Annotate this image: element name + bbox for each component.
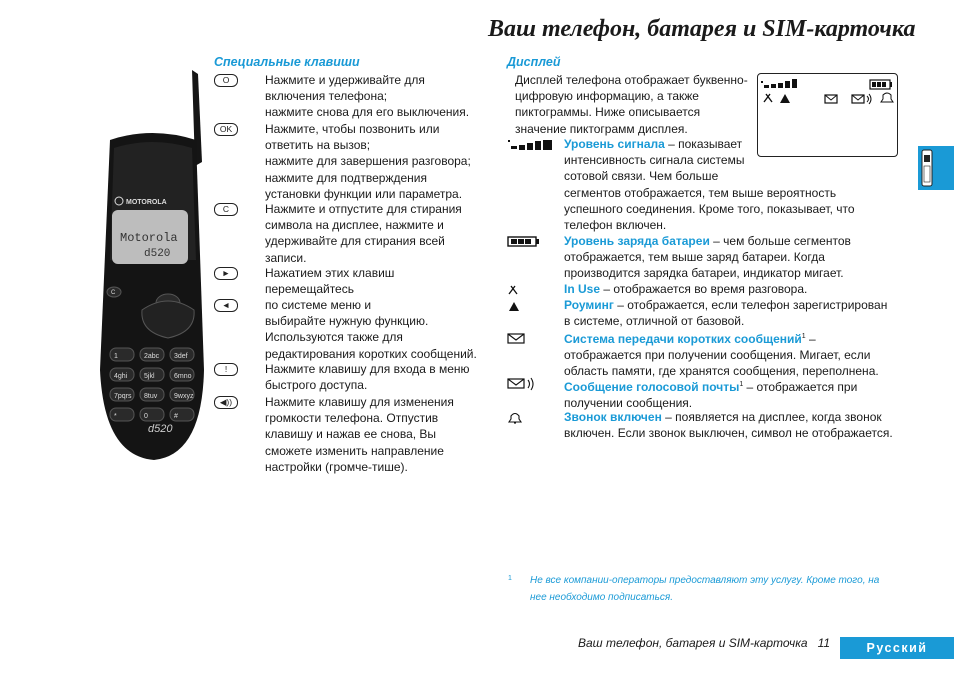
footnote [530, 572, 890, 606]
volume-key-icon: ◀)) [214, 396, 238, 409]
item-line: отображается, тем выше заряд батареи. Когда [564, 250, 825, 265]
intro-line: значение пиктограмм дисплея. [515, 121, 688, 136]
display-intro [515, 72, 755, 137]
key-description [265, 394, 490, 475]
intro-line: Дисплей телефона отображает буквенно- [515, 73, 748, 87]
key-desc-line: Нажмите и отпустите для стирания [265, 202, 462, 216]
in-use-item [564, 281, 894, 297]
item-line: отображается при получении сообщения. Мигает, если [564, 348, 871, 363]
display-heading: Дисплей [507, 55, 561, 69]
intro-line: пиктограммы. Ниже описывается [515, 105, 701, 120]
item-line: сегментов отображается, тем выше вероятность [564, 185, 837, 200]
key-desc-line: символа на дисплее, нажмите и [265, 218, 444, 233]
phone-tab-icon [918, 146, 954, 190]
item-line: сотовой связи. Чем больше [564, 169, 719, 184]
phone-keypad-label: 8tuv [144, 393, 158, 400]
footnote-ref: 1 [801, 333, 806, 340]
item-line: телефон включен. [564, 218, 667, 233]
item-text: – показывает [664, 137, 743, 151]
key-description [265, 361, 490, 393]
item-line: интенсивность сигнала системы [564, 153, 745, 168]
key-desc-line: выбирайте нужную функцию. [265, 314, 429, 329]
item-term: Система передачи коротких сообщений [564, 332, 802, 346]
footnote-line: Не все компании-операторы предоставляют эту услугу. Кроме того, на [530, 575, 880, 586]
item-text: – отображается, если телефон зарегистрирован [613, 298, 888, 312]
phone-keypad-label: 2abc [144, 353, 160, 360]
item-line: область памяти, где хранятся сообщения, переполнена. [564, 364, 879, 379]
phone-brand: MOTOROLA [126, 199, 167, 206]
voicemail-item [564, 377, 894, 411]
section-tab [918, 146, 954, 190]
page-title: Ваш телефон, батарея и SIM-карточка [488, 16, 916, 42]
key-desc-line: удерживайте для стирания всей [265, 234, 445, 249]
phone-keypad-label: * [114, 413, 117, 420]
roaming-item [564, 297, 894, 329]
key-desc-line: Нажмите клавишу для изменения [265, 395, 454, 409]
phone-keypad-label: 9wxyz [174, 393, 194, 400]
key-description [265, 72, 490, 121]
item-text: – [805, 332, 816, 346]
key-desc-line: нажмите для завершения разговора; [265, 154, 471, 169]
right-key-icon: ► [214, 267, 238, 280]
signal-item [564, 136, 894, 233]
key-desc-line: настройки (громче-тише). [265, 459, 408, 474]
quick-access-key-icon: ! [214, 363, 238, 376]
key-description [265, 121, 490, 202]
in-use-icon [507, 284, 521, 296]
key-desc-line: перемещайтесь [265, 282, 354, 297]
phone-keypad-label: 7pqrs [114, 393, 132, 400]
key-desc-line: записи. [265, 250, 307, 265]
phone-keypad-label: 5jkl [144, 373, 155, 380]
phone-keypad-label: 0 [144, 413, 148, 420]
key-desc-line: нажмите для подтверждения [265, 170, 428, 185]
key-description [265, 201, 490, 266]
key-description [265, 297, 490, 362]
phone-keypad-label: 1 [114, 353, 118, 360]
item-text: – отображается при [743, 380, 858, 394]
phone-model-label: d520 [148, 423, 173, 435]
voicemail-icon [507, 377, 541, 391]
ringer-bell-icon [507, 411, 523, 425]
item-term: Роуминг [564, 298, 614, 312]
item-line: успешного соединения. Кроме того, показывает, что [564, 201, 855, 216]
power-key-icon: O [214, 74, 238, 87]
sms-item [564, 329, 894, 380]
phone-illustration [92, 70, 214, 465]
item-term: Сообщение голосовой почты [564, 380, 740, 394]
ringer-item [564, 409, 894, 441]
footnote-line: нее необходимо подписаться. [530, 592, 673, 603]
item-line: в системе, отличной от базовой. [564, 314, 745, 329]
phone-keypad-label: 3def [174, 353, 188, 360]
page-number: 11 [817, 636, 831, 650]
item-text: – отображается во время разговора. [600, 282, 808, 296]
special-keys-heading: Специальные клавиши [214, 55, 360, 69]
item-term: Звонок включен [564, 410, 662, 424]
item-line: получении сообщения. [564, 396, 693, 411]
phone-keypad-label: # [174, 413, 178, 420]
item-text: – появляется на дисплее, когда звонок [661, 410, 882, 424]
key-desc-line: клавишу и нажав ее снова, Вы [265, 427, 437, 442]
key-desc-line: включения телефона; [265, 89, 388, 104]
left-key-icon: ◄ [214, 299, 238, 312]
footnote-ref: 1 [739, 381, 744, 388]
key-desc-line: Нажмите клавишу для входа в меню [265, 362, 470, 376]
item-term: In Use [564, 282, 601, 296]
item-term: Уровень заряда батареи [564, 234, 710, 248]
item-line: производится зарядка батареи, индикатор мигает. [564, 266, 844, 281]
phone-keypad-label: 4ghi [114, 373, 128, 380]
key-desc-line: громкости телефона. Отпустив [265, 411, 439, 426]
clear-key-icon: C [214, 203, 238, 216]
footer-chapter: Ваш телефон, батарея и SIM-карточка [578, 636, 808, 650]
roaming-icon [507, 300, 521, 312]
key-description [265, 265, 490, 297]
battery-level-icon [507, 236, 541, 248]
key-desc-line: по системе меню и [265, 298, 372, 312]
key-desc-line: ответить на вызов; [265, 138, 371, 153]
key-desc-line: нажмите снова для его выключения. [265, 105, 470, 120]
phone-c-label: C [111, 290, 116, 296]
key-desc-line: Нажмите и удерживайте для [265, 73, 425, 87]
key-desc-line: Нажмите, чтобы позвонить или [265, 122, 440, 136]
intro-line: цифровую информацию, а также [515, 89, 699, 104]
phone-screen-line2: d520 [144, 248, 171, 260]
footer-page-reference [578, 636, 830, 650]
sms-envelope-icon [507, 333, 527, 345]
key-desc-line: Нажатием этих клавиш [265, 266, 395, 280]
signal-strength-icon [507, 140, 557, 152]
ok-key-icon: OK [214, 123, 238, 136]
phone-screen-line1: Motorola [120, 231, 178, 245]
key-desc-line: быстрого доступа. [265, 378, 368, 393]
footnote-mark: 1 [508, 575, 512, 582]
key-desc-line: Используются также для [265, 330, 403, 345]
key-desc-line: сможете изменить направление [265, 443, 444, 458]
battery-item [564, 233, 894, 282]
item-text: – чем больше сегментов [709, 234, 851, 248]
item-line: включен. Если звонок выключен, символ не отображается. [564, 426, 893, 441]
item-term: Уровень сигнала [564, 137, 665, 151]
key-desc-line: редактирования коротких сообщений. [265, 346, 477, 361]
key-desc-line: установки функции или параметра. [265, 186, 463, 201]
phone-keypad-label: 6mno [174, 373, 192, 380]
language-label: Русский [840, 637, 954, 659]
